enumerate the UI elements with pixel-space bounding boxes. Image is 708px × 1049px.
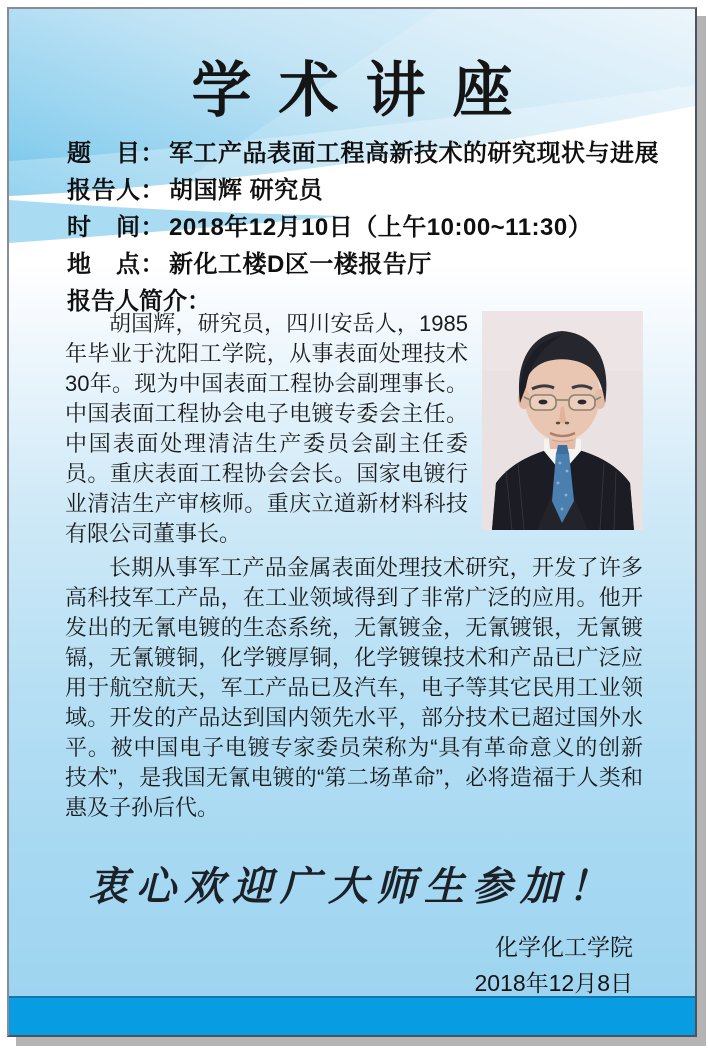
- bio-heading: 报告人简介：: [67, 288, 211, 315]
- signature-date: 2018年12月8日: [474, 970, 633, 996]
- bio-paragraph-1: 胡国辉，研究员，四川安岳人，1985年毕业于沈阳工学院，从事表面处理技术30年。现为中国表面工程协会副理事长。中国表面工程协会电子电镀专委会主任。中国表面处理清洁生产委员会副主任委员。重庆表面工程协会会长。国家电镀行业清洁生产审核师。重庆立道新材料科技有限公司董事长。: [65, 311, 468, 546]
- speaker-value: 胡国辉 研究员: [169, 177, 324, 204]
- info-line-time: [67, 209, 667, 246]
- signoff-block: [474, 929, 633, 1001]
- speaker-photo: [482, 311, 643, 530]
- time-value: 2018年12月10日（上午10:00~11:30）: [169, 214, 593, 241]
- location-value: 新化工楼D区一楼报告厅: [169, 251, 432, 278]
- time-label: 时 间：: [67, 214, 165, 241]
- bio-paragraph-2: 长期从事军工产品金属表面处理技术研究，开发了许多高科技军工产品，在工业领域得到了非常广泛的应用。他开发出的无氰电镀的生态系统，无氰镀金，无氰镀银，无氰镀镉，无氰镀铜，化学镀厚铜，化学镀镍技术和产品已广泛应用于航空航天，军工产品已及汽车，电子等其它民用工业领域。开发的产品达到国内领先水平，部分技术已超过国外水平。被中国电子电镀专家委员荣称为“具有革命意义的创新技术”，是我国无氰电镀的“第二场革命”，必将造福于人类和惠及子孙后代。: [65, 555, 643, 820]
- topic-label: 题 目：: [67, 140, 165, 167]
- speaker-label: 报告人：: [67, 177, 165, 204]
- welcome-line: 衷心欢迎广大师生参加！: [88, 863, 616, 910]
- info-line-location: [67, 246, 667, 283]
- lecture-poster: [7, 7, 697, 1037]
- location-label: 地 点：: [67, 251, 165, 278]
- info-line-topic: [67, 135, 667, 172]
- bio-section: [65, 309, 643, 827]
- poster-title: 学术讲座: [191, 56, 540, 126]
- info-line-speaker: [67, 172, 667, 209]
- footer-blue-band: [9, 996, 695, 1035]
- lecture-info-block: [67, 135, 667, 320]
- topic-value: 军工产品表面工程高新技术的研究现状与进展: [169, 140, 659, 167]
- signature-department: 化学化工学院: [495, 934, 633, 960]
